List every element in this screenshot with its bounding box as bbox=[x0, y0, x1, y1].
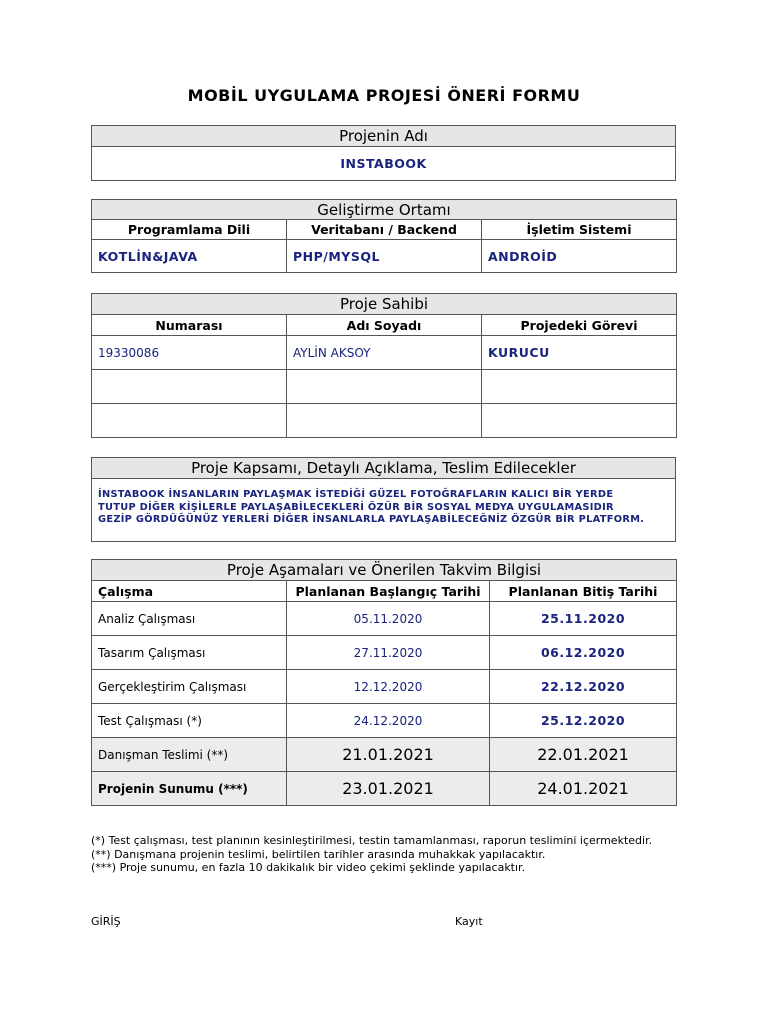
owner-row bbox=[92, 404, 677, 438]
col-number: Numarası bbox=[92, 315, 287, 336]
project-name-table bbox=[91, 125, 676, 181]
col-operating-system: İşletim Sistemi bbox=[482, 220, 677, 240]
operating-system-value: ANDROİD bbox=[482, 240, 677, 273]
start-date: 23.01.2021 bbox=[287, 772, 490, 806]
footnote: (**) Danışmana projenin teslimi, belirtilen tarihler arasında muhakkak yapılacaktır. bbox=[91, 847, 546, 861]
col-start-date: Planlanan Başlangıç Tarihi bbox=[287, 581, 490, 602]
end-date: 25.12.2020 bbox=[490, 704, 677, 738]
footnote: (*) Test çalışması, test planının kesinleştirilmesi, testin tamamlanması, raporun teslimini içermektedir. bbox=[91, 834, 653, 847]
schedule-row bbox=[92, 670, 677, 704]
schedule-row bbox=[92, 738, 677, 772]
footer-left-label: GİRİŞ bbox=[91, 915, 121, 928]
end-date: 22.01.2021 bbox=[490, 738, 677, 772]
task-name: Projenin Sunumu (***) bbox=[92, 772, 287, 806]
owner-name: AYLİN AKSOY bbox=[287, 336, 482, 370]
task-name: Gerçekleştirim Çalışması bbox=[92, 670, 287, 704]
schedule-row bbox=[92, 772, 677, 806]
task-name: Danışman Teslimi (**) bbox=[92, 738, 287, 772]
schedule-row bbox=[92, 602, 677, 636]
col-name: Adı Soyadı bbox=[287, 315, 482, 336]
col-task: Çalışma bbox=[92, 581, 287, 602]
task-name: Test Çalışması (*) bbox=[92, 704, 287, 738]
col-database-backend: Veritabanı / Backend bbox=[287, 220, 482, 240]
form-title: MOBİL UYGULAMA PROJESİ ÖNERİ FORMU bbox=[187, 86, 581, 105]
schedule-header: Proje Aşamaları ve Önerilen Takvim Bilgisi bbox=[92, 560, 677, 581]
footnotes bbox=[91, 834, 676, 875]
owner-row bbox=[92, 370, 677, 404]
project-name-value: INSTABOOK bbox=[92, 147, 676, 181]
scope-table bbox=[91, 457, 676, 542]
footnote: (***) Proje sunumu, en fazla 10 dakikalık bir video çekimi şeklinde yapılacaktır. bbox=[91, 861, 526, 874]
dev-env-table bbox=[91, 199, 677, 273]
schedule-row bbox=[92, 704, 677, 738]
scope-description bbox=[92, 479, 676, 542]
scope-line: TUTUP DİĞER KİŞİLERLE PAYLAŞABİLECEKLERİ ÖZÜR BİR SOSYAL MEDYA UYGULAMASIDIR bbox=[98, 501, 614, 513]
schedule-table bbox=[91, 559, 677, 806]
owner-number bbox=[92, 404, 287, 438]
task-name: Analiz Çalışması bbox=[92, 602, 287, 636]
start-date: 21.01.2021 bbox=[287, 738, 490, 772]
end-date: 22.12.2020 bbox=[490, 670, 677, 704]
start-date: 12.12.2020 bbox=[287, 670, 490, 704]
footer-right-label: Kayıt bbox=[455, 915, 483, 928]
owner-name bbox=[287, 404, 482, 438]
owner-role: KURUCU bbox=[482, 336, 677, 370]
scope-line: İNSTABOOK İNSANLARIN PAYLAŞMAK İSTEDİĞİ GÜZEL FOTOĞRAFLARIN KALICI BİR YERDE bbox=[98, 489, 614, 500]
owner-header: Proje Sahibi bbox=[92, 294, 677, 315]
col-programming-language: Programlama Dili bbox=[92, 220, 287, 240]
start-date: 24.12.2020 bbox=[287, 704, 490, 738]
end-date: 24.01.2021 bbox=[490, 772, 677, 806]
scope-header: Proje Kapsamı, Detaylı Açıklama, Teslim Edilecekler bbox=[92, 458, 676, 479]
scope-line: GEZİP GÖRDÜĞÜNÜZ YERLERİ DİĞER İNSANLARLA PAYLAŞABİLECEĞNİZ ÖZGÜR BİR PLATFORM. bbox=[98, 514, 645, 525]
programming-language-value: KOTLİN&JAVA bbox=[92, 240, 287, 273]
owner-name bbox=[287, 370, 482, 404]
start-date: 05.11.2020 bbox=[287, 602, 490, 636]
owner-number: 19330086 bbox=[92, 336, 287, 370]
project-name-header: Projenin Adı bbox=[92, 126, 676, 147]
owner-role bbox=[482, 370, 677, 404]
col-end-date: Planlanan Bitiş Tarihi bbox=[490, 581, 677, 602]
owner-row bbox=[92, 336, 677, 370]
schedule-row bbox=[92, 636, 677, 670]
end-date: 25.11.2020 bbox=[490, 602, 677, 636]
end-date: 06.12.2020 bbox=[490, 636, 677, 670]
dev-env-header: Geliştirme Ortamı bbox=[92, 200, 677, 220]
col-role: Projedeki Görevi bbox=[482, 315, 677, 336]
owner-number bbox=[92, 370, 287, 404]
start-date: 27.11.2020 bbox=[287, 636, 490, 670]
database-backend-value: PHP/MYSQL bbox=[287, 240, 482, 273]
owner-role bbox=[482, 404, 677, 438]
owner-table bbox=[91, 293, 677, 438]
task-name: Tasarım Çalışması bbox=[92, 636, 287, 670]
